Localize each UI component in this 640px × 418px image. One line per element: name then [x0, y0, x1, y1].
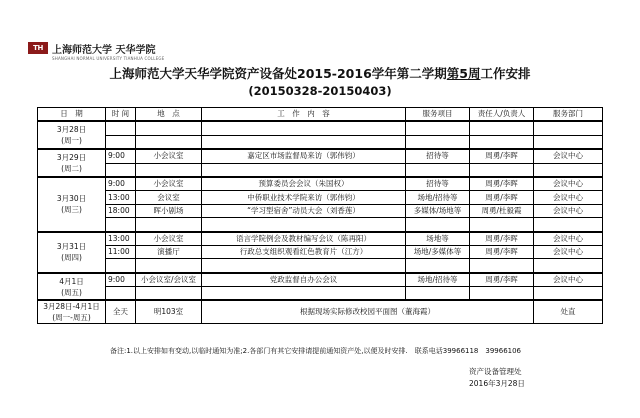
- place-cell: 小会议室: [136, 149, 202, 163]
- weekday-label: (周二): [61, 164, 82, 174]
- time-cell: 11:00: [106, 245, 136, 258]
- dept-cell: [534, 135, 603, 149]
- date-cell: [38, 273, 106, 301]
- place-cell: 小会议室: [136, 177, 202, 191]
- title-prefix: 上海师范大学天华学院资产设备处2015-2016学年第二学期: [109, 66, 447, 81]
- dept-cell: 处直: [534, 300, 603, 324]
- person-cell: [470, 135, 534, 149]
- content-cell: “学习型宿舍”动员大会（刘香莲）: [202, 204, 406, 217]
- date-cell: [38, 232, 106, 273]
- time-cell: 13:00: [106, 191, 136, 204]
- time-cell: [106, 163, 136, 177]
- place-cell: [136, 135, 202, 149]
- content-cell: [202, 163, 406, 177]
- dept-cell: 会议中心: [534, 149, 603, 163]
- weekday-label: (周四): [61, 253, 82, 263]
- time-cell: [106, 135, 136, 149]
- weekday-label: (周一-周五): [52, 313, 91, 323]
- college-emblem-icon: TH: [28, 42, 48, 54]
- time-cell: [106, 121, 136, 135]
- place-cell: 晖小剧场: [136, 204, 202, 217]
- content-cell: [202, 259, 406, 273]
- service-cell: 多媒体/场地等: [406, 204, 470, 217]
- place-cell: 演播厅: [136, 245, 202, 258]
- date-label: 3月29日: [56, 153, 87, 163]
- table-row: [38, 232, 603, 246]
- person-cell: 周勇/杜毅霞: [470, 204, 534, 217]
- dept-cell: [534, 287, 603, 301]
- person-cell: 周勇/李晖: [470, 245, 534, 258]
- date-label: 4月1日: [59, 276, 84, 286]
- table-row: [38, 218, 603, 232]
- person-cell: 周勇/李晖: [470, 191, 534, 204]
- table-row: [38, 163, 603, 177]
- dept-cell: [534, 163, 603, 177]
- college-name: 上海师范大学 天华学院: [52, 44, 156, 56]
- table-row: [38, 204, 603, 217]
- place-cell: 小会议室: [136, 232, 202, 246]
- place-cell: 明103室: [136, 300, 202, 324]
- content-cell: [202, 287, 406, 301]
- content-cell: 中侨职业技术学院来访（郭伟钧）: [202, 191, 406, 204]
- footnote: 备注:1.以上安排如有变动,以临时通知为准;2.各部门有其它安排请提前通知资产处,以便及时安排. 联系电话39966118 39966106: [110, 347, 522, 355]
- service-cell: [406, 287, 470, 301]
- col-header-service: 服务项目: [406, 108, 470, 122]
- service-cell: [406, 259, 470, 273]
- table-row: [38, 121, 603, 135]
- time-cell: [106, 218, 136, 232]
- dept-cell: [534, 121, 603, 135]
- person-cell: 周勇/李晖: [470, 149, 534, 163]
- content-cell: 预算委员会会议（朱国权）: [202, 177, 406, 191]
- dept-cell: 会议中心: [534, 245, 603, 258]
- college-logo: [28, 38, 155, 58]
- col-header-time: 时 间: [106, 108, 136, 122]
- content-cell: [202, 121, 406, 135]
- dept-cell: [534, 259, 603, 273]
- time-cell: 18:00: [106, 204, 136, 217]
- col-header-date: 日 期: [38, 108, 106, 122]
- place-cell: [136, 121, 202, 135]
- person-cell: [470, 287, 534, 301]
- service-cell: 场地/多媒体等: [406, 245, 470, 258]
- time-cell: [106, 259, 136, 273]
- table-row: [38, 287, 603, 301]
- table-row: [38, 149, 603, 163]
- content-cell: [202, 218, 406, 232]
- date-cell: [38, 177, 106, 232]
- content-cell: 行政总支组织观看红色教育片（江方）: [202, 245, 406, 258]
- person-cell: 周勇/李晖: [470, 177, 534, 191]
- person-cell: [470, 218, 534, 232]
- content-cell: 嘉定区市场监督局来访（郭伟钧）: [202, 149, 406, 163]
- service-cell: [406, 163, 470, 177]
- dept-cell: 会议中心: [534, 177, 603, 191]
- weekday-label: (周五): [61, 287, 82, 297]
- table-row: [38, 135, 603, 149]
- issue-date: 2016年3月28日: [469, 379, 525, 388]
- service-cell: 场地等: [406, 232, 470, 246]
- person-cell: [470, 121, 534, 135]
- place-cell: [136, 287, 202, 301]
- time-cell: 9:00: [106, 273, 136, 287]
- place-cell: 小会议室/会议室: [136, 273, 202, 287]
- weekday-label: (周一): [61, 136, 82, 146]
- date-label: 3月28日: [56, 125, 87, 135]
- dept-cell: 会议中心: [534, 191, 603, 204]
- time-cell: 13:00: [106, 232, 136, 246]
- person-cell: 周勇/李晖: [470, 273, 534, 287]
- content-cell: 根据现场实际修改校园平面图（董海霞）: [202, 300, 534, 324]
- date-cell: [38, 121, 106, 149]
- time-cell: 9:00: [106, 149, 136, 163]
- page-title: [0, 64, 640, 82]
- college-english-name: SHANGHAI NORMAL UNIVERSITY TIANHUA COLLEGE: [52, 56, 165, 61]
- place-cell: [136, 163, 202, 177]
- issuing-department: 资产设备管理处: [469, 367, 522, 376]
- table-row: [38, 245, 603, 258]
- page-subtitle: (20150328-20150403): [248, 84, 392, 98]
- person-cell: [470, 163, 534, 177]
- date-label: 3月30日: [56, 194, 87, 204]
- content-cell: 语言学院例会及教材编写会议（陈再阳）: [202, 232, 406, 246]
- content-cell: 党政监督自办公会议: [202, 273, 406, 287]
- table-row: [38, 273, 603, 287]
- service-cell: 场地/招待等: [406, 191, 470, 204]
- dept-cell: 会议中心: [534, 232, 603, 246]
- time-cell: 全天: [106, 300, 136, 324]
- time-cell: [106, 287, 136, 301]
- place-cell: [136, 218, 202, 232]
- date-label: 3月28日-4月1日: [43, 302, 100, 312]
- time-cell: 9:00: [106, 177, 136, 191]
- dept-cell: 会议中心: [534, 204, 603, 217]
- title-suffix: 工作安排: [480, 66, 531, 81]
- date-cell: [38, 149, 106, 177]
- person-cell: 周勇/李晖: [470, 232, 534, 246]
- service-cell: 招待等: [406, 177, 470, 191]
- service-cell: [406, 121, 470, 135]
- table-header-row: [38, 108, 603, 122]
- col-header-place: 地 点: [136, 108, 202, 122]
- service-cell: 场地/招待等: [406, 273, 470, 287]
- col-header-person: 责任人/负责人: [470, 108, 534, 122]
- place-cell: [136, 259, 202, 273]
- dept-cell: 会议中心: [534, 273, 603, 287]
- col-header-dept: 服务部门: [534, 108, 603, 122]
- service-cell: [406, 135, 470, 149]
- col-header-content: 工 作 内 容: [202, 108, 406, 122]
- person-cell: [470, 259, 534, 273]
- place-cell: 会议室: [136, 191, 202, 204]
- table-row: [38, 300, 603, 324]
- table-row: [38, 177, 603, 191]
- title-week: 第5周: [446, 66, 481, 81]
- weekday-label: (周三): [61, 205, 82, 215]
- date-label: 3月31日: [56, 242, 87, 252]
- dept-cell: [534, 218, 603, 232]
- service-cell: [406, 218, 470, 232]
- date-cell: [38, 300, 106, 324]
- schedule-table: [37, 107, 603, 324]
- table-row: [38, 191, 603, 204]
- table-row: [38, 259, 603, 273]
- service-cell: 招待等: [406, 149, 470, 163]
- content-cell: [202, 135, 406, 149]
